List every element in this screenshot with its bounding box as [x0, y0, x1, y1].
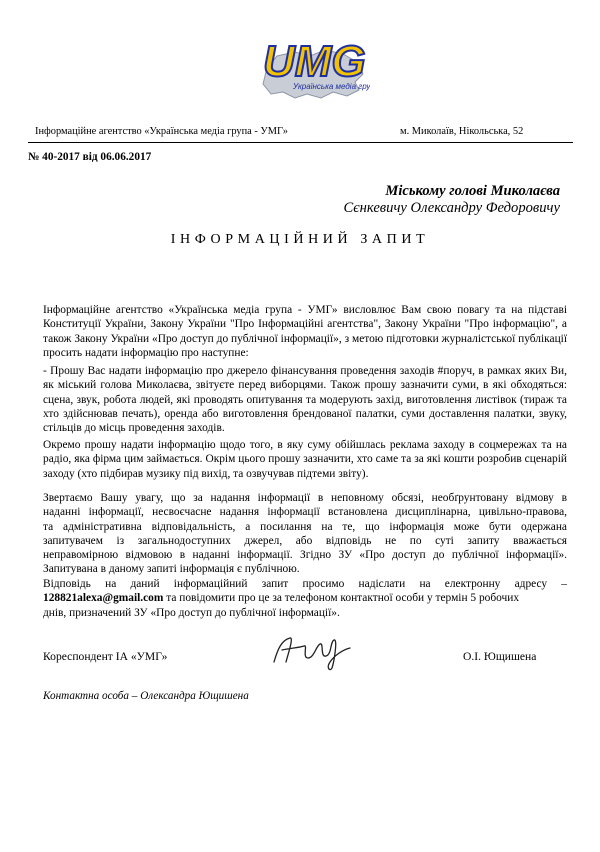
reply-line-2	[43, 591, 567, 605]
notice-line: Звертаємо Вашу увагу, що за надання інформації в неповному обсязі, необґрунтовану відмову в	[43, 492, 567, 504]
umg-logo	[255, 26, 370, 106]
agency-name: Інформаційне агентство «Українська медіа група - УМГ»	[35, 126, 288, 137]
header-divider	[28, 142, 573, 143]
document-title: ІНФОРМАЦІЙНИЙ ЗАПИТ	[170, 232, 430, 247]
request-paragraph-1: - Прошу Вас надати інформацію про джерело фінансування проведення заходів #поруч, в рамках яких Ви, як міський голова Миколаєва, звітуєте перед виборцями. Також прошу зазначити суми, в які обходяться: сцена, звук, робота людей, які проводять опитування та модерують захід, виготовлення листівок (тираж та хто здійснював печать), оренда або виготовлення брендованої палатки, суми доставлення палатки, звуку, стільців до місць проведення заходів.	[43, 365, 567, 435]
intro-paragraph: Інформаційне агентство «Українська медіа група - УМГ» висловлює Вам свою повагу та на підставі Конституції України, Закону України "Про Інформаційні агентства", Закону України "Про інформацію", а також Закону України «Про доступ до публічної інформації», з метою підготовки журналістської публікації просить надати інформацію про наступне:	[43, 304, 567, 359]
reply-email[interactable]: 128821alexa@gmail.com	[43, 592, 164, 605]
notice-line: наданні інформації, несвоєчасне надання інформації встановлена дисциплінарна, цивільно-правова,	[43, 506, 567, 519]
reply-paragraph	[43, 577, 567, 620]
handwritten-signature	[268, 628, 358, 672]
reply-line-3: днів, призначений ЗУ «Про доступ до публічної інформації».	[43, 606, 340, 619]
notice-line: неправомірною відмовою в наданні інформації. Згідно ЗУ «Про доступ до публічної інформації».	[43, 549, 567, 562]
addressee-name: Сєнкевичу Олександру Федоровичу	[343, 200, 560, 216]
notice-paragraph	[43, 491, 567, 577]
notice-line: запитувачем із загальнодоступних джерел, або відповідь не по суті запиту вважається	[43, 534, 567, 547]
document-number: № 40-2017 від 06.06.2017	[28, 151, 152, 163]
reply-line-2-text: та повідомити про це за телефоном контактної особи у термін 5 робочих	[163, 592, 520, 605]
signatory-name: О.І. Ющишена	[463, 650, 537, 663]
request-paragraph-2: Окремо прошу надати інформацію щодо того, в яку суму обійшлась реклама заходу в соцмережах та на радіо, яка фірма цим займається. Окрім цього прошу зазначити, хто саме та за які кошти розробив сценарій заходу (хто підбирав музику під вихід, та озвучував підтеми звіту).	[43, 439, 567, 480]
notice-line: Запитувана в даному запиті інформація є публічною.	[43, 563, 300, 576]
reply-line-1: Відповідь на даний інформаційний запит просимо надіслати на електронну адресу –	[43, 578, 567, 590]
contact-person: Контактна особа – Олександра Ющишена	[43, 690, 249, 702]
svg-text:UMG: UMG	[263, 37, 366, 86]
notice-line: та адміністративна відповідальність, а посилання на те, що інформація може бути одержана	[43, 520, 567, 533]
logo-subtitle: Українська медіа гру	[293, 82, 370, 91]
correspondent-label: Кореспондент ІА «УМГ»	[43, 650, 168, 663]
addressee-title: Міському голові Миколаєва	[385, 183, 560, 199]
agency-address: м. Миколаїв, Нікольська, 52	[400, 126, 524, 137]
